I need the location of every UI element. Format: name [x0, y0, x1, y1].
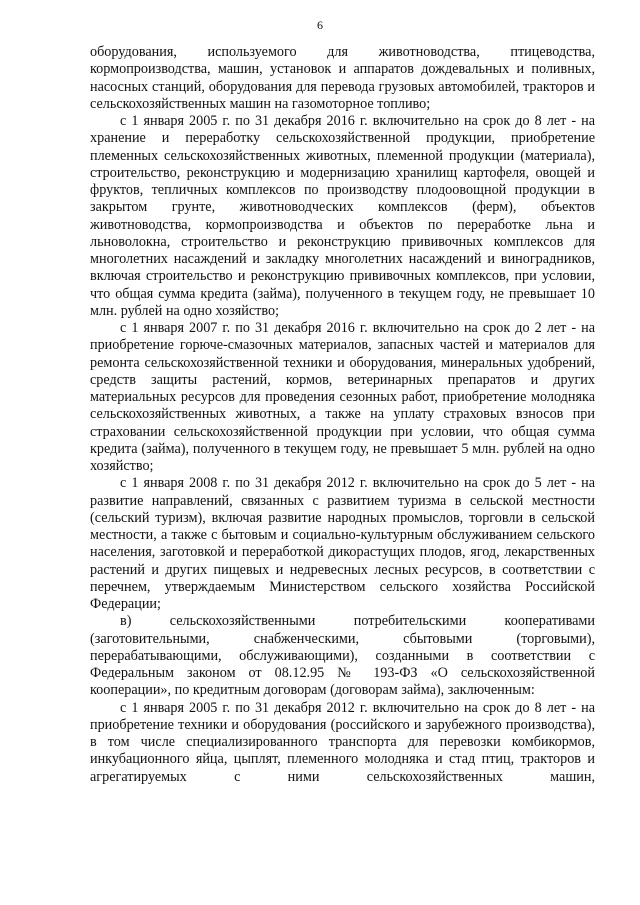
paragraph-storage-processing-credit: с 1 января 2005 г. по 31 декабря 2016 г. включительно на срок до 8 лет - на хранение и переработку сельскохозяйственной продукции, приобретение племенных сельскохозяйственных животных, племенной продукции (материала), строительство, реконструкцию и модернизацию хранилищ картофеля, овощей и фруктов, тепличных комплексов по производству плодоовощной продукции в закрытом грунте, животноводческих комплексов (ферм), объектов животноводства, кормопроизводства и объектов по переработке льна и льноволокна, строительство и реконструкцию прививочных комплексов для многолетних насаждений и закладку многолетних насаждений и виноградников, включая строительство и реконструкцию прививочных комплексов, при условии, что общая сумма кредита (займа), полученного в текущем году, не превышает 10 млн. рублей на одно хозяйство; [90, 113, 595, 319]
paragraph-equipment-list: оборудования, используемого для животноводства, птицеводства, кормопроизводства, машин, установок и аппаратов дождевальных и поливных, насосных станций, оборудования для перевода грузовых автомобилей, тракторов и сельскохозяйственных машин на газомоторное топливо; [90, 44, 595, 112]
paragraph-rural-tourism-credit: с 1 января 2008 г. по 31 декабря 2012 г. включительно на срок до 5 лет - на развитие направлений, связанных с развитием туризма в сельской местности (сельский туризм), включая развитие народных промыслов, торговли в сельской местности, а также с бытовым и социально-культурным обслуживанием сельского населения, заготовкой и переработкой дикорастущих плодов, ягод, лекарственных растений и других пищевых и недревесных лесных ресурсов, в соответствии с перечнем, утверждаемым Министерством сельского хозяйства Российской Федерации; [90, 475, 595, 612]
paragraph-cooperatives: в) сельскохозяйственными потребительскими кооперативами (заготовительными, снабженческими, сбытовыми (торговыми), перерабатывающими, обслуживающими), созданными в соответствии с Федеральным законом от 08.12.95 № 193-ФЗ «О сельскохозяйственной кооперации», по кредитным договорам (договорам займа), заключенным: [90, 613, 595, 699]
document-body [90, 44, 595, 786]
paragraph-seasonal-works-credit: с 1 января 2007 г. по 31 декабря 2016 г. включительно на срок до 2 лет - на приобретение горюче-смазочных материалов, запасных частей и материалов для ремонта сельскохозяйственной техники и оборудования, минеральных удобрений, средств защиты растений, кормов, ветеринарных препаратов и других материальных ресурсов для проведения сезонных работ, приобретение молодняка сельскохозяйственных животных, а также на уплату страховых взносов при страховании сельскохозяйственной продукции при условии, что общая сумма кредита (займа), полученного в текущем году, не превышает 5 млн. рублей на одно хозяйство; [90, 320, 595, 474]
paragraph-equipment-purchase-credit: с 1 января 2005 г. по 31 декабря 2012 г. включительно на срок до 8 лет - на приобретение техники и оборудования (российского и зарубежного производства), в том числе специализированного транспорта для перевозки комбикормов, инкубационного яйца, цыплят, племенного молодняка и стад птиц, тракторов и агрегатируемых с ними сельскохозяйственных машин, [90, 699, 595, 785]
page-number: 6 [317, 18, 323, 32]
